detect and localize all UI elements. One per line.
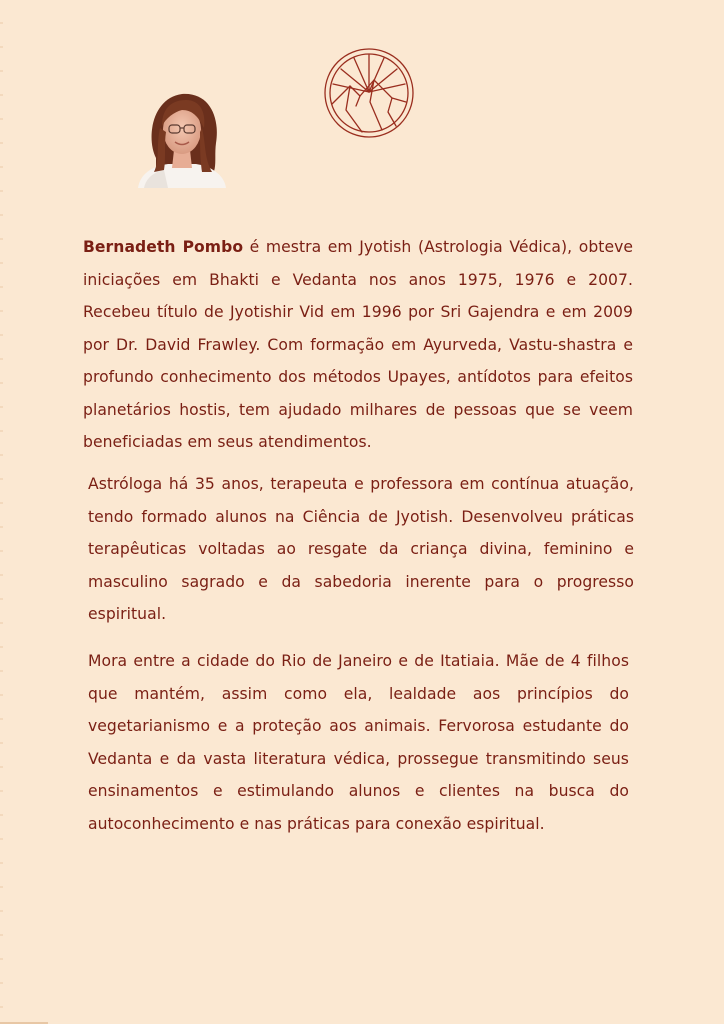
bio-paragraph-1 [83, 231, 633, 459]
portrait-photo [134, 88, 230, 188]
sun-over-mountains-emblem [322, 46, 416, 140]
page-edge-marks [0, 0, 3, 1024]
bio-paragraph-2: Astróloga há 35 anos, terapeuta e professora em contínua atuação, tendo formado alunos na Ciência de Jyotish. Desenvolveu práticas terapêuticas voltadas ao resgate da criança divina, feminino e masculino sagrado e da sabedoria inerente para o progresso espiritual. [88, 475, 634, 623]
bio-paragraph-1-text: é mestra em Jyotish (Astrologia Védica), obteve iniciações em Bhakti e Vedanta nos anos 1975, 1976 e 2007. Recebeu título de Jyotishir Vid em 1996 por Sri Gajendra e em 2009 por Dr. David Frawley. Com formação em Ayurveda, Vastu-shastra e profundo conhecimento dos métodos Upayes, antídotos para efeitos planetários hostis, tem ajudado milhares de pessoas que se veem beneficiadas em seus atendimentos. [83, 238, 634, 451]
bio-paragraph-3: Mora entre a cidade do Rio de Janeiro e de Itatiaia. Mãe de 4 filhos que mantém, assim como ela, lealdade aos princípios do vegetarianismo e a proteção aos animais. Fervorosa estudante do Vedanta e da vasta literatura védica, prossegue transmitindo seus ensinamentos e estimulando alunos e clientes na busca do autoconhecimento e nas práticas para conexão espiritual. [88, 652, 629, 833]
author-name: Bernadeth Pombo [83, 238, 244, 256]
